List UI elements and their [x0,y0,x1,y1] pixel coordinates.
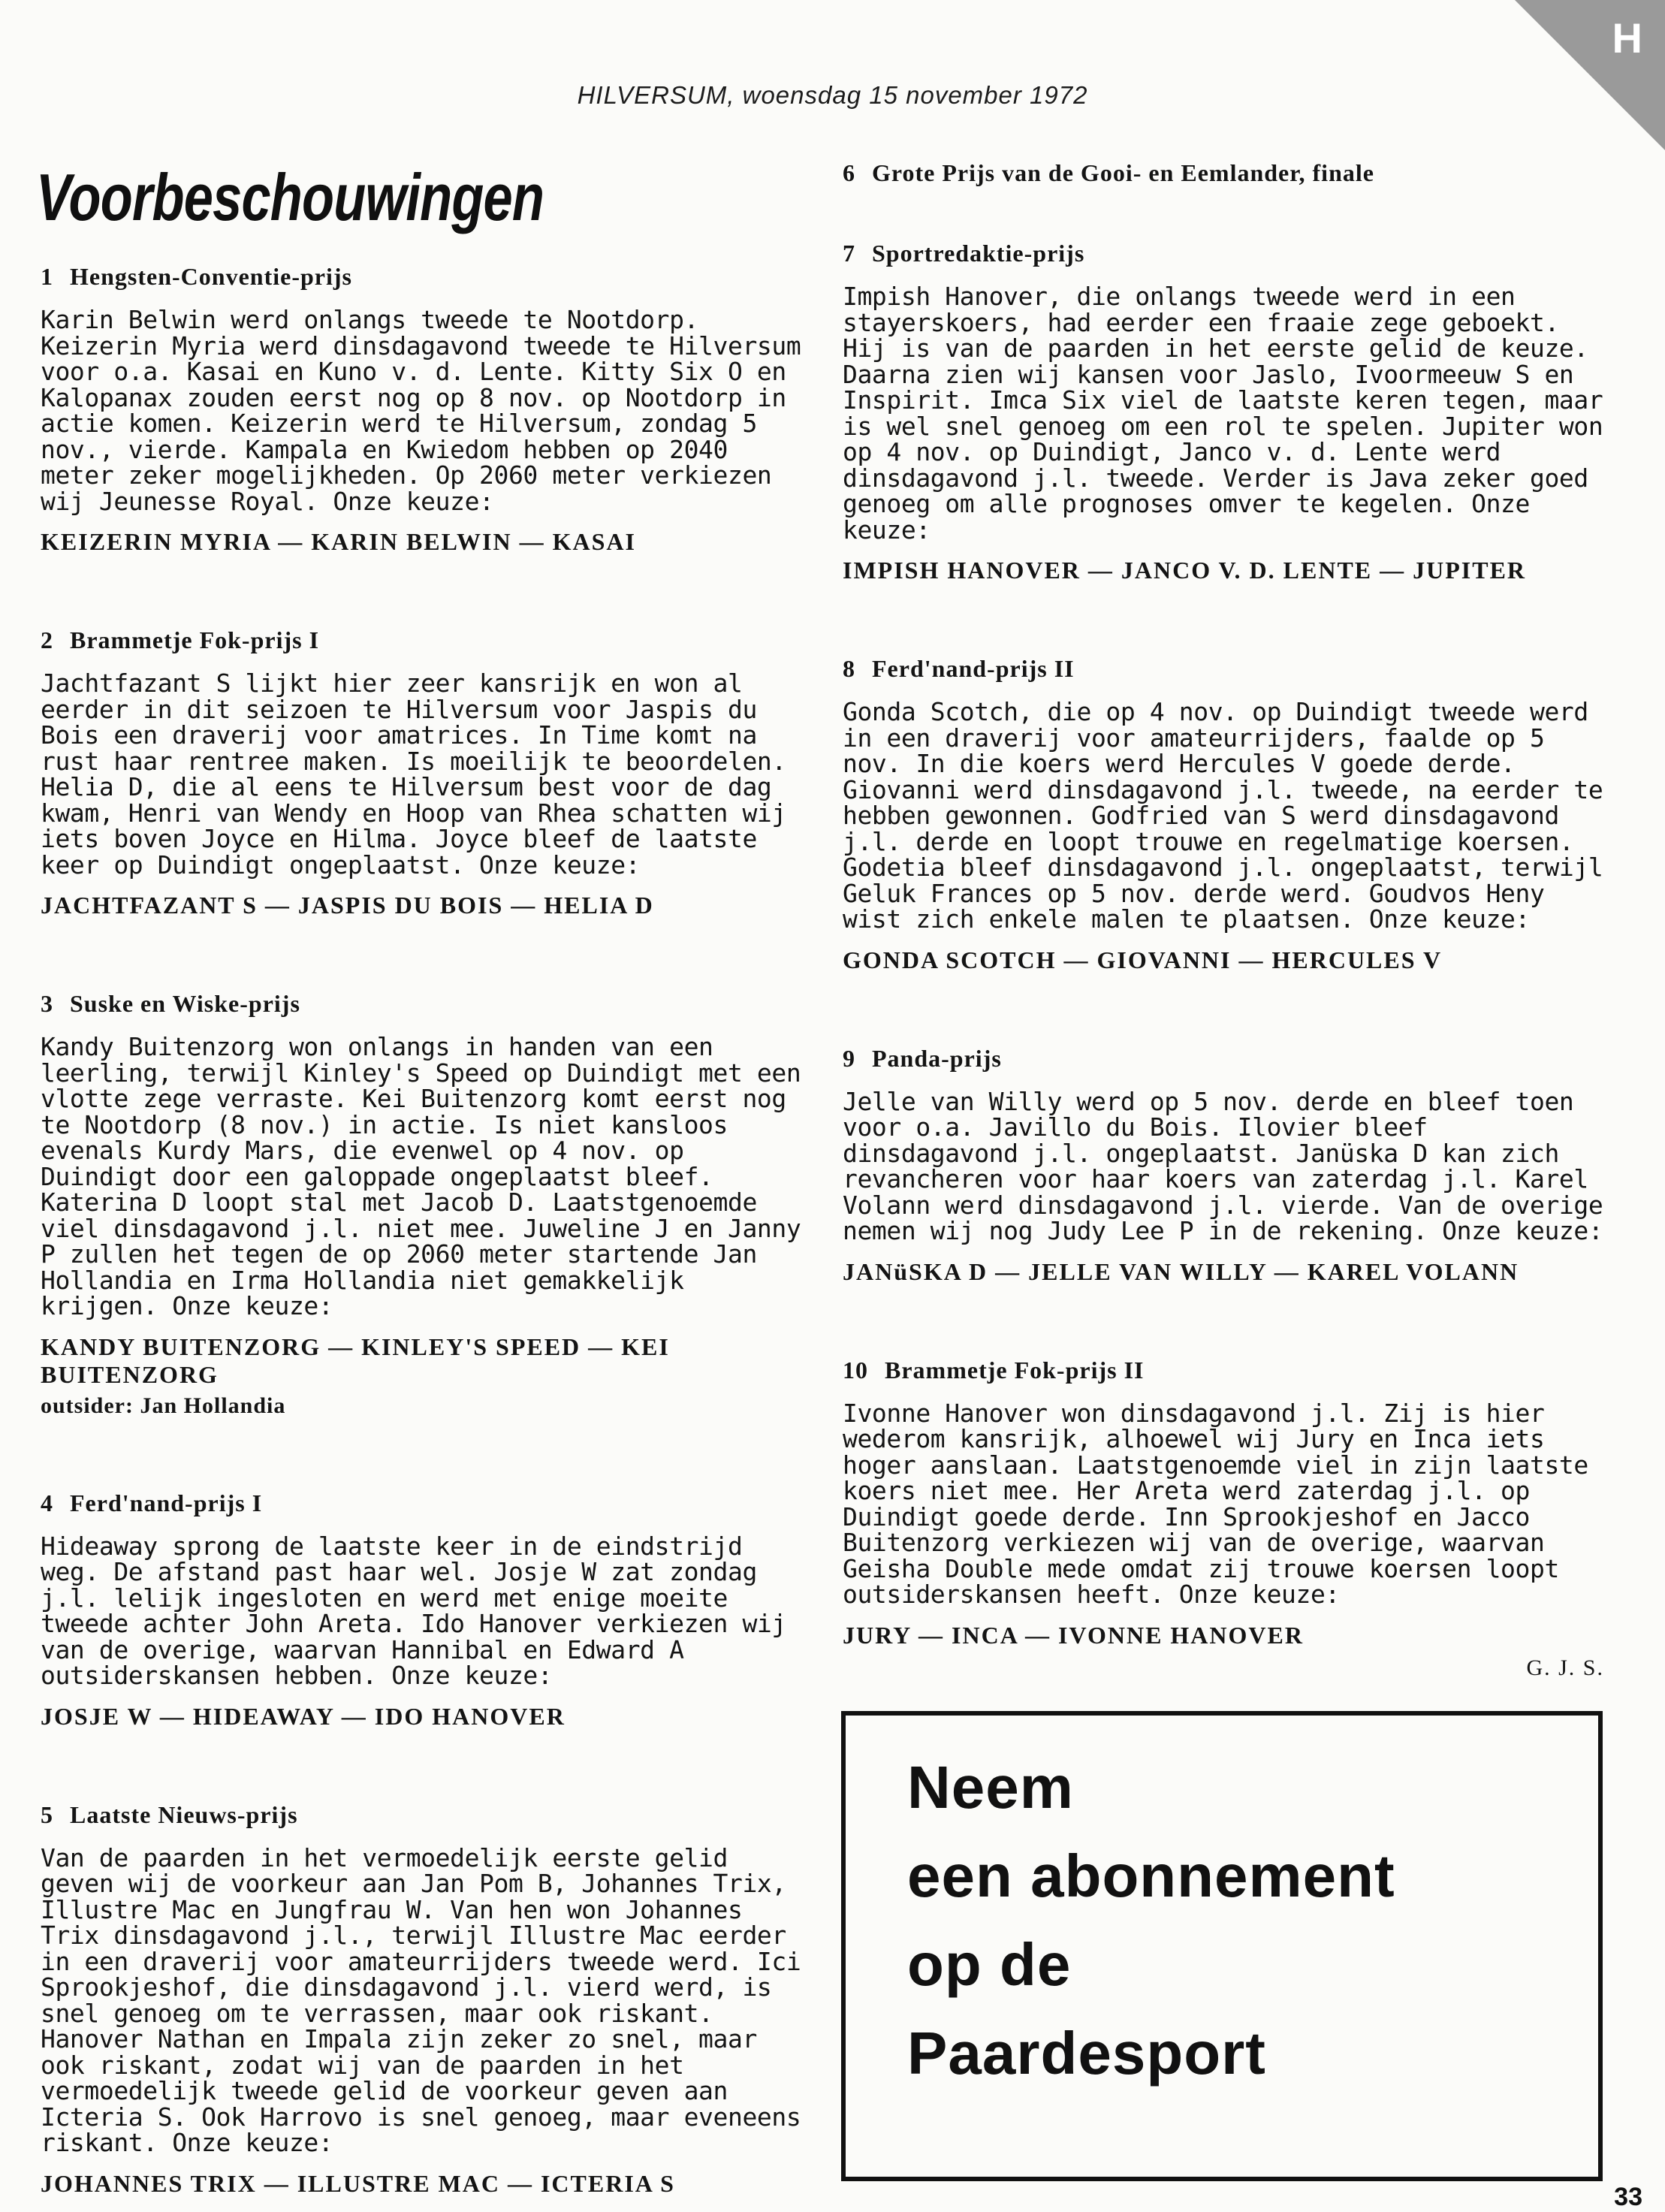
race-preview-6 [843,159,1609,187]
race-name: Suske en Wiske-prijs [70,990,300,1017]
race-name: Ferd'nand-prijs II [872,655,1075,682]
race-header [843,655,1609,683]
race-text: Karin Belwin werd onlangs tweede te Nootdorp. Keizerin Myria werd dinsdagavond tweede te Hilversum voor o.a. Kasai en Kuno v. d. Lente. Kitty Six O en Kalopanax zouden eerst nog op 8 nov. op Nootdorp in actie komen. Keizerin werd te Hilversum, zondag 5 nov., vierde. Kampala en Kwiedom hebben op 2040 meter zeker mogelijkheden. Op 2060 meter verkiezen wij Jeunesse Royal. Onze keuze: [41,305,801,516]
race-text: Ivonne Hanover won dinsdagavond j.l. Zij is hier wederom kansrijk, alhoewel wij Jury en Inca iets hoger aanslaan. Laatstgenoemde viel in zijn laatste koers niet mee. Her Areta werd zaterdag j.l. op Duindigt goede derde. Inn Sprookjeshof en Jacco Buitenzorg verkiezen wij van de overige, waarvan Geisha Double mede omdat zij trouwe koersen loopt outsiderskansen heeft. Onze keuze: [843,1398,1588,1609]
race-name: Laatste Nieuws-prijs [70,1800,298,1828]
race-name: Grote Prijs van de Gooi- en Eemlander, finale [872,159,1374,186]
corner-tab [1515,0,1665,150]
race-preview-3 [41,990,808,1419]
race-name: Ferd'nand-prijs I [70,1489,263,1516]
race-text: Gonda Scotch, die op 4 nov. op Duindigt tweede werd in een draverij voor amateurrijders, faalde op 5 nov. In die koers werd Hercules V goede derde. Giovanni werd dinsdagavond j.l. tweede, na eerder te hebben gewonnen. Godfried van S werd dinsdagavond j.l. derde en loopt trouwe en regelmatige koersen. Godetia bleef dinsdagavond j.l. ongeplaatst, terwijl Geluk Frances op 5 nov. derde werd. Goudvos Heny wist zich enkele malen te plaatsen. Onze keuze: [843,697,1603,934]
race-header [41,990,808,1018]
race-header [843,159,1609,187]
race-pick: KANDY BUITENZORG — KINLEY'S SPEED — KEI BUITENZORG [41,1332,670,1388]
race-pick: JURY — INCA — IVONNE HANOVER [843,1621,1304,1649]
race-number: 9 [843,1044,855,1072]
race-pick: GONDA SCOTCH — GIOVANNI — HERCULES V [843,946,1443,973]
race-pick: IMPISH HANOVER — JANCO V. D. LENTE — JUPITER [843,557,1527,584]
page-title: Voorbeschouwingen [36,160,544,234]
race-number: 8 [843,655,855,682]
race-preview-8 [843,655,1609,974]
race-number: 3 [41,990,53,1017]
race-outsider: outsider: Jan Hollandia [41,1393,286,1418]
race-preview-4 [41,1489,808,1731]
race-header [843,240,1609,267]
author-signature: G. J. S. [1526,1655,1604,1680]
race-pick: JACHTFAZANT S — JASPIS DU BOIS — HELIA D [41,892,654,919]
race-number: 10 [843,1356,868,1384]
race-header [41,263,808,291]
race-text: Jelle van Willy werd op 5 nov. derde en bleef toen voor o.a. Javillo du Bois. Ilovier bleef dinsdagavond j.l. ongeplaatst. Janüska D kan zich revancheren voor haar koers van zaterdag j.l. Karel Volann werd dinsdagavond j.l. vierde. Van de overige nemen wij nog Judy Lee P in de rekening. Onze keuze: [843,1086,1603,1245]
right-column [843,159,1609,1681]
race-preview-2 [41,626,808,919]
race-text: Van de paarden in het vermoedelijk eerste gelid geven wij de voorkeur aan Jan Pom B, Johannes Trix, Illustre Mac en Jungfrau W. Van hen won Johannes Trix dinsdagavond j.l., terwijl Illustre Mac eerder in een draverij voor amateurrijders tweede werd. Ici Sprookjeshof, die dinsdagavond j.l. vierd werd, is snel genoeg om te verrassen, maar ook riskant. Hanover Nathan en Impala zijn zeker zo snel, maar ook riskant, zodat wij van de paarden in het vermoedelijk tweede gelid de voorkeur geven aan Icteria S. Ook Harrovo is snel genoeg, maar eveneens riskant. Onze keuze: [41,1842,801,2157]
race-preview-9 [843,1045,1609,1286]
race-header [843,1045,1609,1073]
race-header [41,626,808,654]
ad-line-4: Paardesport [907,2020,1266,2087]
race-name: Sportredaktie-prijs [872,240,1085,267]
race-text: Kandy Buitenzorg won onlangs in handen van een leerling, terwijl Kinley's Speed op Duindigt met een vlotte zege verraste. Kei Buitenzorg komt eerst nog te Nootdorp (8 nov.) in actie. Is niet kansloos evenals Kurdy Mars, die evenwel op 4 nov. op Duindigt door een galoppade ongeplaatst bleef. Katerina D loopt stal met Jacob D. Laatstgenoemde viel dinsdagavond j.l. niet mee. Juweline J en Janny P zullen het tegen de op 2060 meter startende Jan Hollandia en Irma Hollandia niet gemakkelijk krijgen. Onze keuze: [41,1032,801,1320]
race-number: 5 [41,1800,53,1828]
section-letter: H [1612,14,1642,62]
race-name: Panda-prijs [872,1044,1002,1072]
race-name: Hengsten-Conventie-prijs [70,263,352,290]
race-preview-7 [843,240,1609,584]
race-number: 6 [843,159,855,186]
ad-line-1: Neem [907,1754,1074,1821]
race-text: Impish Hanover, die onlangs tweede werd in een stayerskoers, had eerder een fraaie zege geboekt. Hij is van de paarden in het eerste gelid de keuze. Daarna zien wij kansen voor Jaslo, Ivoormeeuw S en Inspirit. Imca Six viel de laatste keren tegen, maar is wel snel genoeg om een rol te spelen. Jupiter won op 4 nov. op Duindigt, Janco v. d. Lente werd dinsdagavond j.l. tweede. Verder is Java zeker goed genoeg om alle prognoses omver te kegelen. Onze keuze: [843,282,1603,545]
race-pick: KEIZERIN MYRIA — KARIN BELWIN — KASAI [41,528,636,555]
race-text: Hideaway sprong de laatste keer in de eindstrijd weg. De afstand past haar wel. Josje W zat zondag j.l. lelijk ingesloten en werd met enige moeite tweede achter John Areta. Ido Hanover verkiezen wij van de overige, waarvan Hannibal en Edward A outsiderskansen hebben. Onze keuze: [41,1531,786,1690]
subscription-ad [841,1711,1603,2181]
race-name: Brammetje Fok-prijs I [70,626,320,653]
race-preview-10 [843,1356,1609,1681]
race-text: Jachtfazant S lijkt hier zeer kansrijk en won al eerder in dit seizoen te Hilversum voor Jaspis du Bois een draverij voor amatrices. In Time komt na rust haar rentree maken. Is moeilijk te beoordelen. Helia D, die al eens te Hilversum best voor de dag kwam, Henri van Wendy en Hoop van Rhea schatten wij iets boven Joyce en Hilma. Joyce bleef de laatste keer op Duindigt ongeplaatst. Onze keuze: [41,668,786,880]
ad-line-3: op de [907,1931,1072,1998]
race-preview-1 [41,263,808,556]
race-name: Brammetje Fok-prijs II [885,1356,1145,1384]
race-preview-5 [41,1801,808,2198]
race-header [843,1356,1609,1384]
race-number: 2 [41,626,53,653]
race-pick: JOHANNES TRIX — ILLUSTRE MAC — ICTERIA S [41,2169,675,2197]
race-header [41,1801,808,1829]
page-number: 33 [1614,2183,1642,2211]
race-pick: JOSJE W — HIDEAWAY — IDO HANOVER [41,1702,566,1730]
race-number: 1 [41,263,53,290]
race-header [41,1489,808,1517]
left-column [41,263,808,2198]
race-pick: JANüSKA D — JELLE VAN WILLY — KAREL VOLANN [843,1257,1519,1285]
race-number: 4 [41,1489,53,1516]
race-number: 7 [843,240,855,267]
dateline: HILVERSUM, woensdag 15 november 1972 [577,81,1088,109]
ad-line-2: een abonnement [907,1842,1395,1909]
